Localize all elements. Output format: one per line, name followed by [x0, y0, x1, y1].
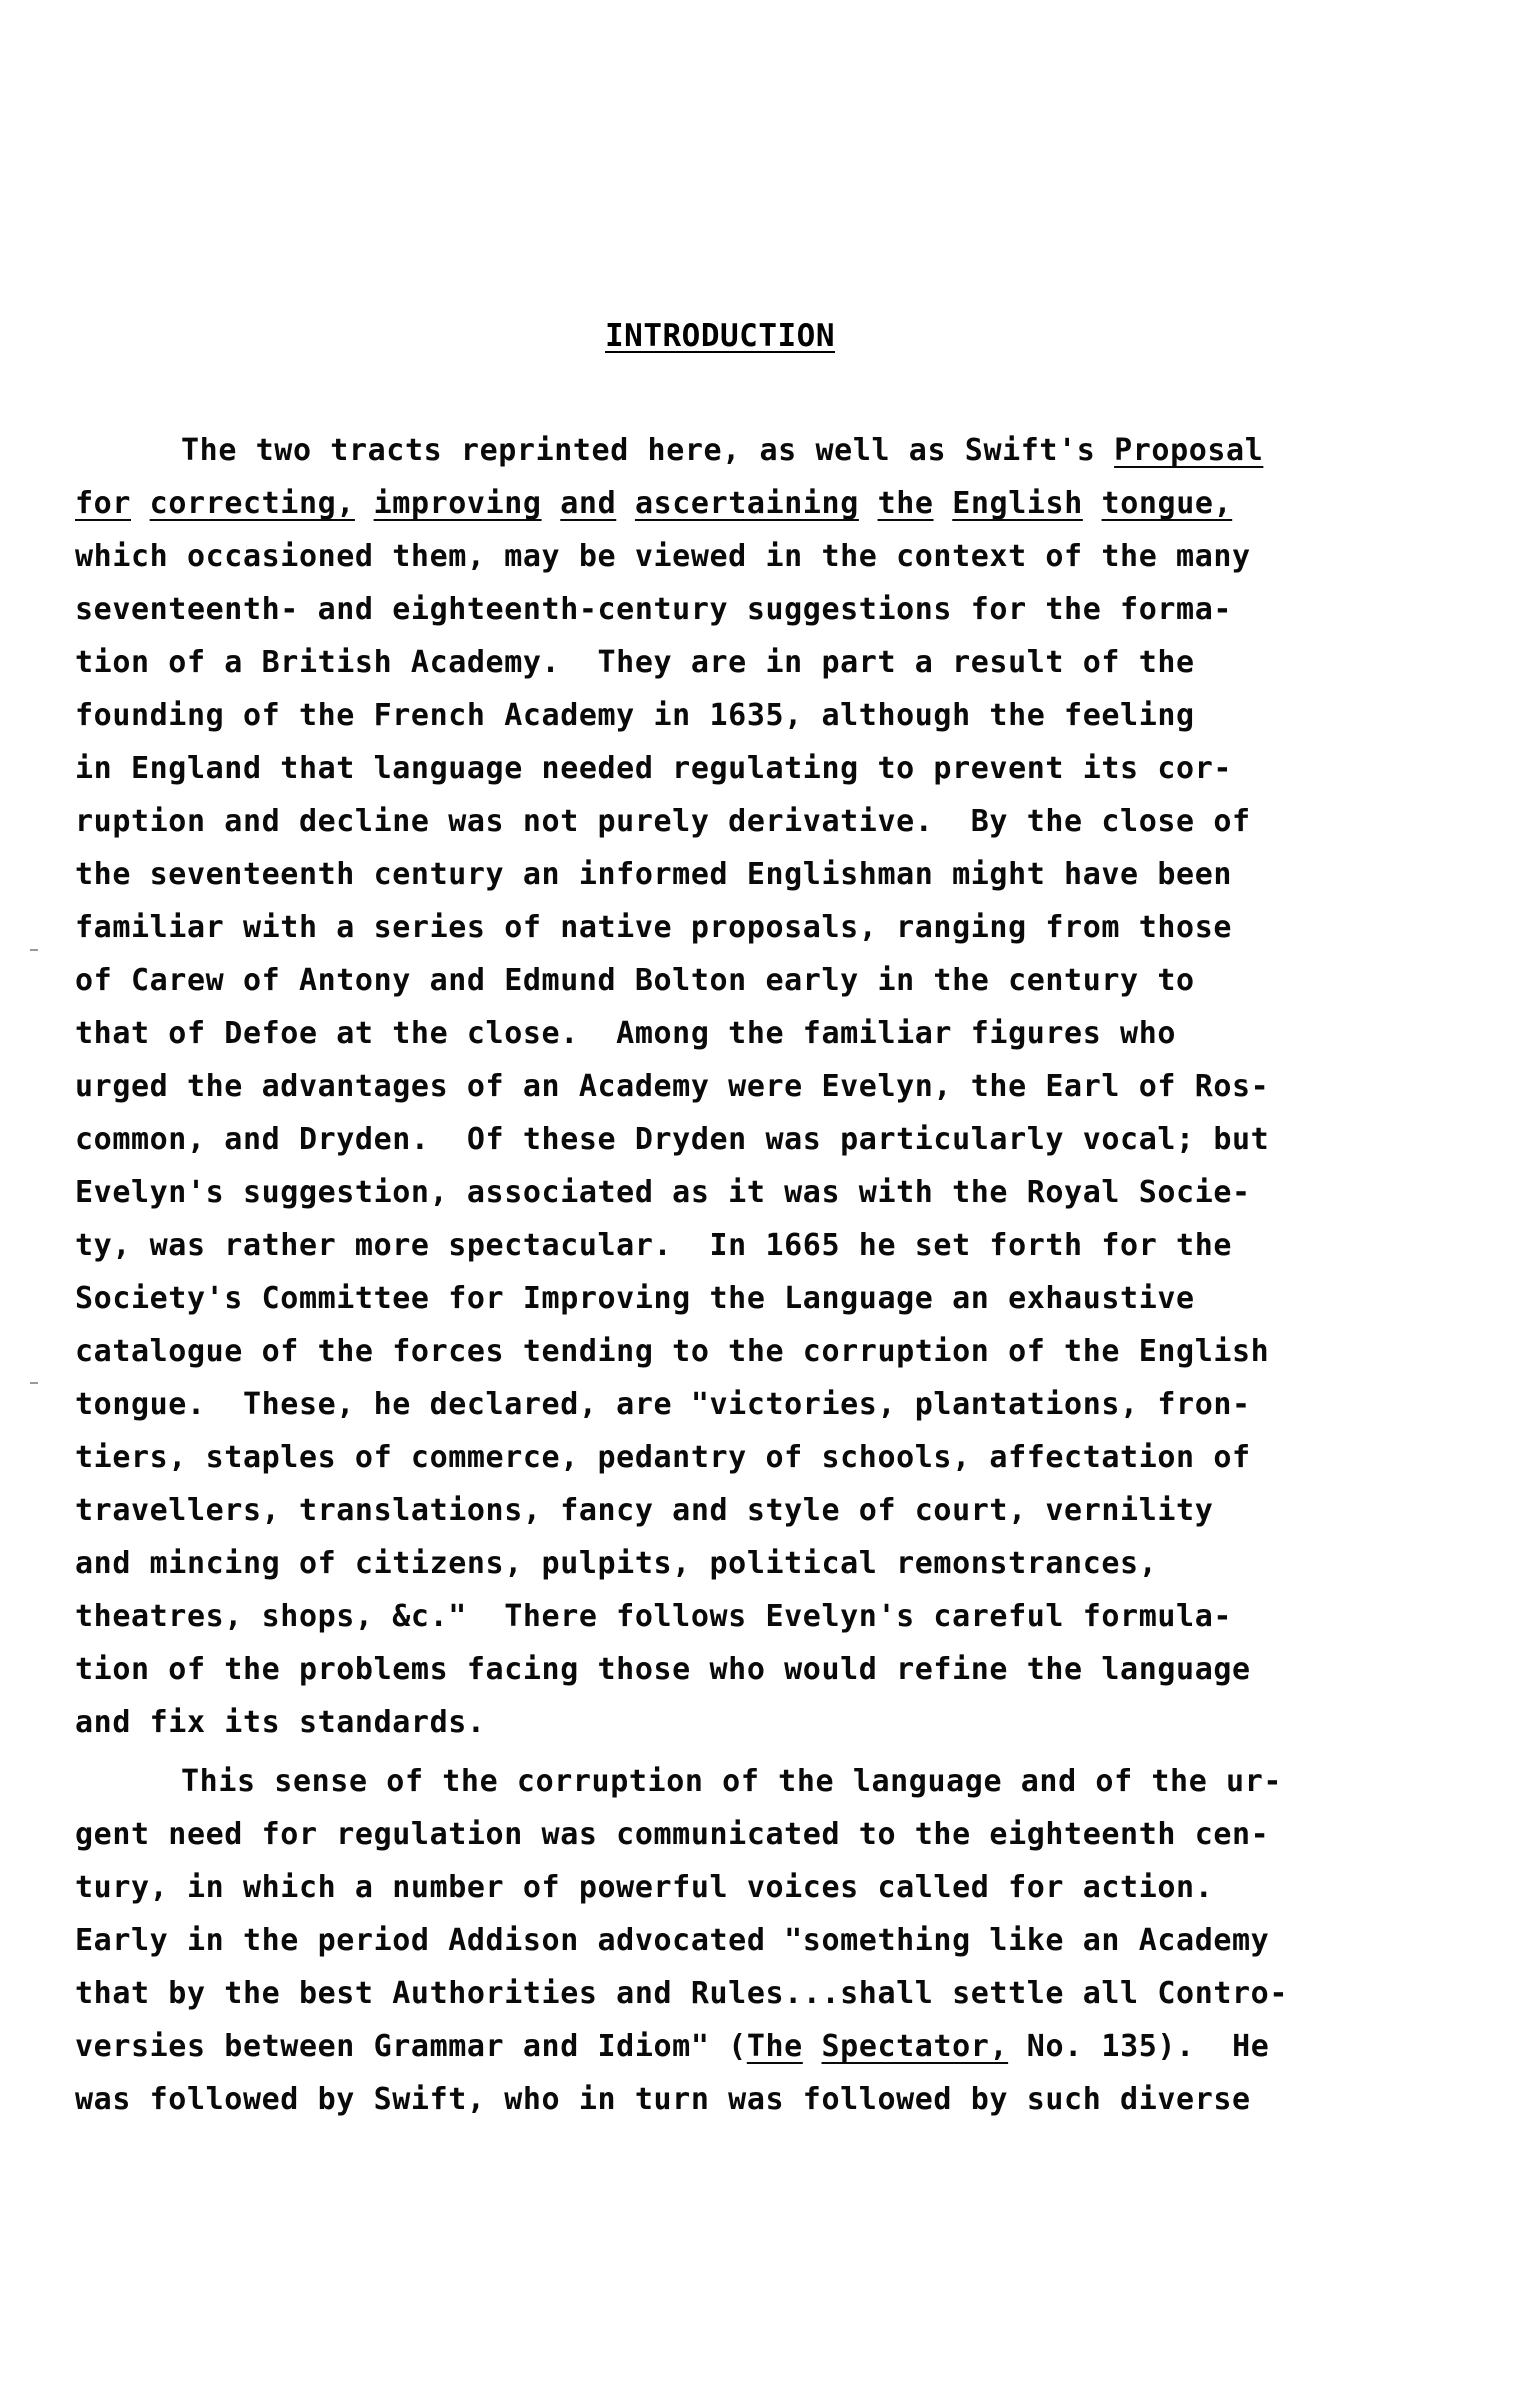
text-run: and mincing of citizens, pulpits, political remonstrances,	[75, 1546, 1158, 1581]
text-run: that by the best Authorities and Rules...shall settle all Contro-	[75, 1976, 1288, 2011]
text-run	[616, 486, 635, 521]
text-run: the seventeenth century an informed Englishman might have been	[75, 857, 1233, 892]
text-run: The two tracts reprinted here, as well as Swift's	[181, 433, 1115, 468]
underlined-text: the	[877, 486, 934, 521]
text-run: theatres, shops, &c." There follows Evelyn's careful formula-	[75, 1599, 1233, 1634]
text-run: founding of the French Academy in 1635, although the feeling	[75, 698, 1195, 733]
text-run: ruption and decline was not purely derivative. By the close of	[75, 804, 1251, 839]
text-line	[75, 742, 1405, 795]
paragraph-1	[75, 424, 1405, 1749]
text-run: tiers, staples of commerce, pedantry of schools, affectation of	[75, 1440, 1251, 1475]
text-run: which occasioned them, may be viewed in the context of the many	[75, 539, 1251, 574]
text-line	[75, 1219, 1405, 1272]
text-run: and fix its standards.	[75, 1705, 486, 1740]
text-run: ty, was rather more spectacular. In 1665 he set forth for the	[75, 1228, 1233, 1263]
underlined-text: The	[746, 2029, 803, 2064]
text-run	[355, 486, 374, 521]
text-line	[75, 1967, 1405, 2020]
text-run: Early in the period Addison advocated "something like an Academy	[75, 1923, 1270, 1958]
text-line	[75, 795, 1405, 848]
text-line	[75, 1537, 1405, 1590]
underlined-text: improving	[373, 486, 542, 521]
text-run	[1083, 486, 1102, 521]
page-title	[0, 318, 1440, 354]
text-line	[75, 954, 1405, 1007]
text-run: urged the advantages of an Academy were Evelyn, the Earl of Ros-	[75, 1069, 1270, 1104]
underlined-text: correcting,	[149, 486, 355, 521]
text-line	[75, 636, 1405, 689]
underlined-text: tongue,	[1101, 486, 1233, 521]
text-run	[542, 486, 561, 521]
text-run: familiar with a series of native proposals, ranging from those	[75, 910, 1233, 945]
margin-tick-mark	[30, 1382, 38, 1384]
text-line	[75, 1808, 1405, 1861]
text-line	[75, 1325, 1405, 1378]
text-line	[75, 583, 1405, 636]
text-run: of Carew of Antony and Edmund Bolton early in the century to	[75, 963, 1195, 998]
title-text: INTRODUCTION	[605, 318, 835, 354]
margin-tick-mark	[30, 949, 38, 951]
text-run: tury, in which a number of powerful voices called for action.	[75, 1870, 1214, 1905]
text-line	[75, 477, 1405, 530]
text-line	[75, 530, 1405, 583]
text-line	[75, 1484, 1405, 1537]
text-line	[75, 1272, 1405, 1325]
underlined-text: and	[560, 486, 617, 521]
text-run: catalogue of the forces tending to the corruption of the English	[75, 1334, 1270, 1369]
text-run: Evelyn's suggestion, associated as it was with the Royal Socie-	[75, 1175, 1251, 1210]
underlined-text: for	[75, 486, 131, 521]
text-run: tion of the problems facing those who would refine the language	[75, 1652, 1251, 1687]
text-run: that of Defoe at the close. Among the familiar figures who	[75, 1016, 1177, 1051]
text-line	[75, 901, 1405, 954]
text-run	[803, 2029, 822, 2064]
text-line	[75, 689, 1405, 742]
text-run: tion of a British Academy. They are in part a result of the	[75, 645, 1195, 680]
text-line	[75, 1914, 1405, 1967]
text-run: was followed by Swift, who in turn was followed by such diverse	[75, 2082, 1251, 2117]
text-run: travellers, translations, fancy and style of court, vernility	[75, 1493, 1214, 1528]
text-line	[75, 1643, 1405, 1696]
text-line	[75, 2073, 1405, 2126]
text-line	[75, 1060, 1405, 1113]
text-line	[75, 2020, 1405, 2073]
text-run: This sense of the corruption of the language and of the ur-	[181, 1764, 1283, 1799]
text-line	[75, 1007, 1405, 1060]
text-line	[75, 1696, 1405, 1749]
text-line	[75, 424, 1405, 477]
text-run: No. 135). He	[1008, 2029, 1270, 2064]
underlined-text: English	[952, 486, 1083, 521]
text-line	[75, 1861, 1405, 1914]
text-run: tongue. These, he declared, are "victories, plantations, fron-	[75, 1387, 1251, 1422]
text-run	[131, 486, 150, 521]
text-run: Society's Committee for Improving the Language an exhaustive	[75, 1281, 1195, 1316]
text-run	[934, 486, 953, 521]
underlined-text: Proposal	[1114, 433, 1264, 468]
text-line	[75, 1755, 1405, 1808]
underlined-text: ascertaining	[634, 486, 859, 521]
text-run: versies between Grammar and Idiom" (	[75, 2029, 747, 2064]
text-line	[75, 1166, 1405, 1219]
text-line	[75, 848, 1405, 901]
text-run: gent need for regulation was communicated to the eighteenth cen-	[75, 1817, 1270, 1852]
text-run	[859, 486, 878, 521]
text-run: common, and Dryden. Of these Dryden was particularly vocal; but	[75, 1122, 1270, 1157]
text-run: seventeenth- and eighteenth-century suggestions for the forma-	[75, 592, 1233, 627]
text-line	[75, 1378, 1405, 1431]
underlined-text: Spectator,	[821, 2029, 1009, 2064]
paragraph-2	[75, 1755, 1405, 2126]
text-line	[75, 1590, 1405, 1643]
text-run: in England that language needed regulating to prevent its cor-	[75, 751, 1233, 786]
text-line	[75, 1113, 1405, 1166]
text-line	[75, 1431, 1405, 1484]
